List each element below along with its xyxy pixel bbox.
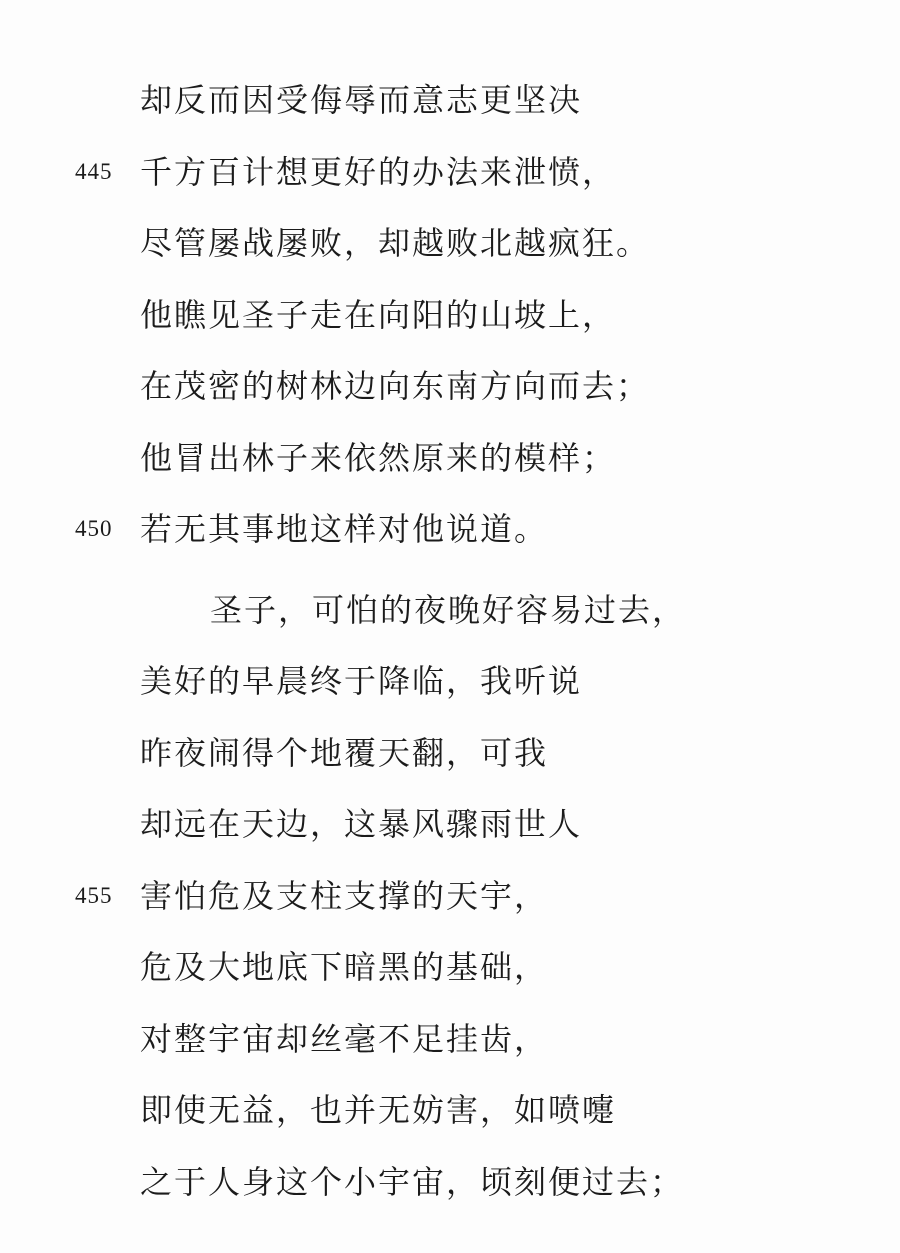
verse-line: [0, 661, 900, 733]
verse-line: [0, 876, 900, 948]
verse-line: [0, 947, 900, 1019]
verse-text: 却反而因受侮辱而意志更坚决: [140, 82, 583, 118]
verse-text: 他冒出林子来依然原来的模样；: [140, 439, 617, 476]
verse-line: [0, 509, 900, 581]
verse-line: [0, 295, 900, 367]
verse-line: [0, 152, 900, 224]
verse-text: 对整宇宙却丝毫不足挂齿，: [140, 1020, 549, 1057]
verse-text: 昨夜闹得个地覆天翻，可我: [140, 734, 549, 771]
verse-text: 美好的早晨终于降临，我听说: [140, 663, 583, 699]
verse-line: [0, 1090, 900, 1162]
verse-line: [0, 804, 900, 876]
poem-body: [0, 80, 900, 1233]
verse-text: 尽管屡战屡败，却越败北越疯狂。: [140, 225, 651, 261]
verse-line: [0, 80, 900, 152]
verse-text: 千方百计想更好的办法来泄愤，: [140, 153, 617, 190]
line-number: 445: [75, 158, 113, 184]
verse-text: 之于人身这个小宇宙，顷刻便过去；: [140, 1163, 685, 1200]
verse-line: [0, 590, 900, 662]
verse-text: 却远在天边，这暴风骤雨世人: [140, 806, 583, 842]
verse-text: 他瞧见圣子走在向阳的山坡上，: [140, 296, 617, 333]
verse-line: [0, 223, 900, 295]
verse-text: 圣子，可怕的夜晚好容易过去，: [210, 591, 687, 628]
verse-line: [0, 438, 900, 510]
verse-line: [0, 733, 900, 805]
line-number: 450: [75, 516, 113, 541]
line-number: 455: [75, 882, 113, 908]
verse-line: [0, 1019, 900, 1091]
verse-text: 若无其事地这样对他说道。: [140, 511, 549, 547]
verse-text: 危及大地底下暗黑的基础，: [140, 949, 549, 985]
verse-text: 即使无益，也并无妨害，如喷嚏: [140, 1092, 617, 1128]
verse-text: 在茂密的树林边向东南方向而去；: [140, 368, 651, 404]
verse-text: 害怕危及支柱支撑的天宇，: [140, 877, 549, 914]
verse-line: [0, 366, 900, 438]
verse-line: [0, 1162, 900, 1234]
